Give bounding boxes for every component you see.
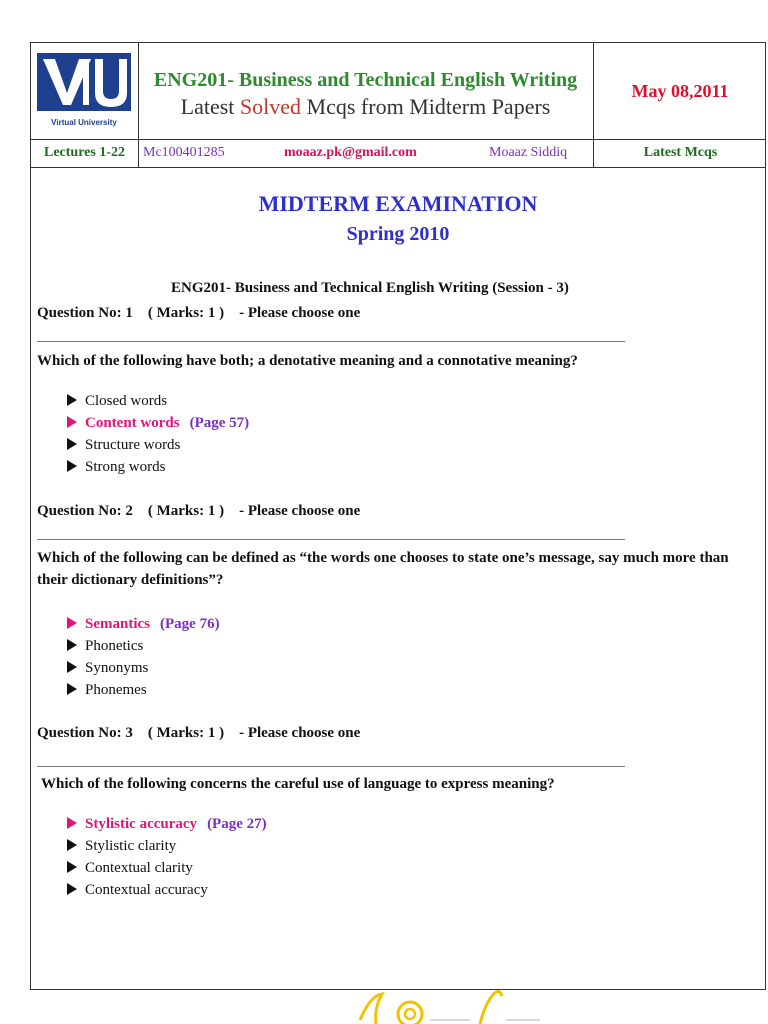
arrow-bullet-icon	[67, 861, 77, 873]
option[interactable]	[67, 879, 267, 901]
option[interactable]	[67, 679, 220, 701]
exam-term: Spring 2010	[346, 223, 450, 245]
option[interactable]	[67, 434, 249, 456]
question-1-options	[67, 390, 249, 478]
latest-mcqs-label: Latest Mcqs	[643, 145, 718, 160]
vu-logo-icon	[37, 53, 131, 111]
option-label: Content words	[85, 415, 180, 431]
author-name: Moaaz Siddiq	[489, 145, 568, 160]
date-cell	[593, 43, 767, 139]
option-label: Synonyms	[85, 660, 149, 676]
arrow-bullet-icon	[67, 839, 77, 851]
option-label: Strong words	[85, 459, 166, 475]
subtitle-post: Mcqs from Midterm Papers	[301, 94, 551, 119]
arrow-bullet-icon	[67, 460, 77, 472]
arrow-bullet-icon	[67, 617, 77, 629]
arrow-bullet-icon	[67, 817, 77, 829]
question-2-options	[67, 613, 220, 701]
arrow-bullet-icon	[67, 416, 77, 428]
logo-cell	[31, 43, 139, 139]
question-2-head: Question No: 2 ( Marks: 1 ) - Please choose one	[37, 503, 361, 519]
subtitle-pre: Latest	[180, 94, 240, 119]
page-reference: (Page 76)	[160, 616, 220, 632]
option-label: Stylistic accuracy	[85, 816, 198, 832]
option[interactable]	[67, 657, 220, 679]
document-header	[31, 43, 765, 140]
option-label: Contextual clarity	[85, 860, 193, 876]
option-label: Contextual accuracy	[85, 882, 208, 898]
logo-text: Virtual University	[51, 118, 117, 127]
student-id: Mc100401285	[143, 145, 225, 160]
option-label: Closed words	[85, 393, 168, 409]
option-label: Phonetics	[85, 638, 144, 654]
correct-option[interactable]	[67, 813, 267, 835]
correct-option[interactable]	[67, 613, 220, 635]
email-link[interactable]: moaaz.pk@gmail.com	[284, 145, 417, 160]
arrow-bullet-icon	[67, 438, 77, 450]
date: May 08,2011	[631, 80, 729, 101]
lectures-label: Lectures 1-22	[31, 139, 139, 167]
option-label: Structure words	[85, 437, 181, 453]
correct-option[interactable]	[67, 412, 249, 434]
divider	[37, 341, 625, 342]
exam-title: MIDTERM EXAMINATION	[258, 191, 538, 216]
divider	[37, 539, 625, 540]
vu-logo	[37, 53, 131, 127]
option[interactable]	[67, 635, 220, 657]
option[interactable]	[67, 390, 249, 412]
arrow-bullet-icon	[67, 883, 77, 895]
info-row	[31, 139, 765, 168]
document-page	[30, 42, 766, 990]
option-label: Phonemes	[85, 682, 147, 698]
question-1-text: Which of the following have both; a denotative meaning and a connotative meaning?	[37, 353, 578, 369]
question-3-text: Which of the following concerns the careful use of language to express meaning?	[41, 776, 555, 792]
arrow-bullet-icon	[67, 661, 77, 673]
subtitle-solved: Solved	[239, 94, 302, 119]
title-cell	[138, 43, 594, 139]
divider	[37, 766, 625, 767]
arrow-bullet-icon	[67, 639, 77, 651]
session-title: ENG201- Business and Technical English Writing (Session - 3)	[171, 280, 569, 296]
arrow-bullet-icon	[67, 394, 77, 406]
page-reference: (Page 57)	[189, 415, 250, 431]
question-3-head: Question No: 3 ( Marks: 1 ) - Please choose one	[37, 725, 361, 741]
page-reference: (Page 27)	[207, 816, 267, 832]
option-label: Semantics	[85, 616, 150, 632]
subtitle	[138, 94, 593, 120]
question-3-options	[67, 813, 267, 901]
course-title: ENG201- Business and Technical English Writing	[153, 69, 578, 91]
arrow-bullet-icon	[67, 683, 77, 695]
option[interactable]	[67, 456, 249, 478]
signature-watermark-icon	[330, 990, 550, 1024]
option-label: Stylistic clarity	[85, 838, 177, 854]
option[interactable]	[67, 857, 267, 879]
question-1-head: Question No: 1 ( Marks: 1 ) - Please choose one	[37, 305, 361, 321]
question-2-text: Which of the following can be defined as “the words one chooses to state one’s message, say much more than their dictionary definitions”?	[37, 550, 729, 588]
option[interactable]	[67, 835, 267, 857]
